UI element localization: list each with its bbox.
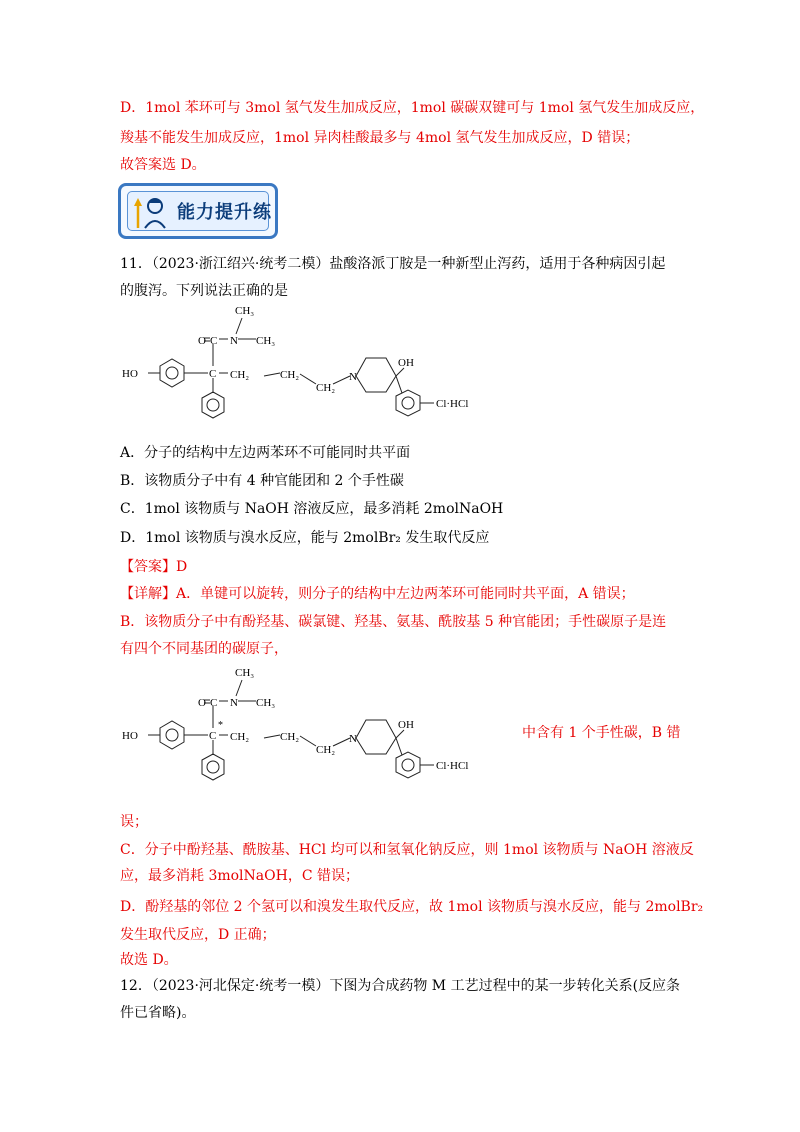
mol1-oh: OH: [398, 357, 414, 369]
mol2-carbonyl-c: C: [210, 697, 218, 709]
q11-option-b: B．该物质分子中有 4 种官能团和 2 个手性碳: [120, 473, 404, 489]
q11-d-analysis-line2: 发生取代反应，D 正确；: [120, 927, 276, 943]
mol2-piperidine-n: N: [349, 733, 357, 745]
mol2-oxygen: O: [198, 697, 206, 709]
mol1-ho: HO: [122, 368, 138, 380]
option-d-analysis-line2: 羧基不能发生加成反应，1mol 异肉桂酸最多与 4mol 氢气发生加成反应，D 错误；: [120, 130, 640, 146]
mol2-ch2-b: CH₂: [280, 731, 300, 743]
chiral-note-cont: 误；: [120, 814, 148, 830]
mol2-ch2-a: CH₂: [230, 731, 250, 743]
mol2-amide-n: N: [230, 697, 238, 709]
mol1-ch2-b: CH₂: [280, 369, 300, 381]
mol2-chiral-star: *: [218, 720, 223, 731]
section-badge: [118, 183, 278, 239]
q11-stem-line1: 11．（2023·浙江绍兴·统考二模）盐酸洛派丁胺是一种新型止泻药，适用于各种病因引起: [120, 256, 666, 272]
chiral-note: 中含有 1 个手性碳，B 错: [522, 725, 681, 741]
mol1-quaternary-c: C: [209, 368, 217, 380]
q11-c-analysis-line2: 应，最多消耗 3molNaOH，C 错误；: [120, 868, 359, 884]
mol2-oh: OH: [398, 719, 414, 731]
q11-answer: 【答案】D: [120, 559, 188, 575]
option-d-analysis-line1: D．1mol 苯环可与 3mol 氢气发生加成反应，1mol 碳碳双键可与 1mol 氢气发生加成反应，: [120, 100, 705, 116]
q11-c-analysis-line1: C．分子中酚羟基、酰胺基、HCl 均可以和氢氧化钠反应，则 1mol 该物质与 NaOH 溶液反: [120, 842, 694, 858]
mol2-cl-hcl: Cl·HCl: [436, 760, 469, 772]
q11-analysis-line3: 有四个不同基团的碳原子，: [120, 641, 288, 657]
mol1-oxygen: O: [198, 335, 206, 347]
mol2-ho: HO: [122, 730, 138, 742]
mol1-ch2-c: CH₂: [316, 382, 336, 394]
mol2-ch3-top: CH₃: [235, 667, 255, 679]
q11-analysis-line2: B．该物质分子中有酚羟基、碳氯键、羟基、氨基、酰胺基 5 种官能团；手性碳原子是连: [120, 614, 667, 630]
mol2-ch3-right: CH₃: [256, 697, 276, 709]
engineer-rising-arrow-icon: [133, 194, 173, 232]
mol1-ch3-top: CH₃: [235, 305, 255, 317]
q11-option-c: C．1mol 该物质与 NaOH 溶液反应，最多消耗 2molNaOH: [120, 501, 504, 517]
mol1-piperidine-n: N: [349, 371, 357, 383]
mol1-cl-hcl: Cl·HCl: [436, 398, 469, 410]
mol1-carbonyl-c: C: [210, 335, 218, 347]
mol1-ch2-a: CH₂: [230, 369, 250, 381]
answer-line: 故答案选 D。: [120, 157, 206, 173]
q11-option-a: A．分子的结构中左边两苯环不可能同时共平面: [120, 445, 411, 461]
q12-stem-line2: 件已省略)。: [120, 1005, 196, 1021]
mol2-ch2-c: CH₂: [316, 744, 336, 756]
badge-title: 能力提升练: [177, 202, 272, 223]
q11-final: 故选 D。: [120, 952, 178, 968]
mol1-amide-n: N: [230, 335, 238, 347]
q11-analysis-line1: 【详解】A．单键可以旋转，则分子的结构中左边两苯环可能同时共平面，A 错误；: [120, 586, 635, 602]
molecule-structure-1: [118, 298, 538, 438]
q11-stem-line2: 的腹泻。下列说法正确的是: [120, 283, 288, 299]
molecule-structure-2: [118, 660, 538, 800]
mol2-quaternary-c: C: [209, 730, 217, 742]
mol1-ch3-right: CH₃: [256, 335, 276, 347]
q12-stem-line1: 12．（2023·河北保定·统考一模）下图为合成药物 M 工艺过程中的某一步转化关系(反应条: [120, 978, 681, 994]
q11-d-analysis-line1: D．酚羟基的邻位 2 个氢可以和溴发生取代反应，故 1mol 该物质与溴水反应，能与 2molBr₂: [120, 899, 704, 915]
q11-option-d: D．1mol 该物质与溴水反应，能与 2molBr₂ 发生取代反应: [120, 530, 490, 546]
